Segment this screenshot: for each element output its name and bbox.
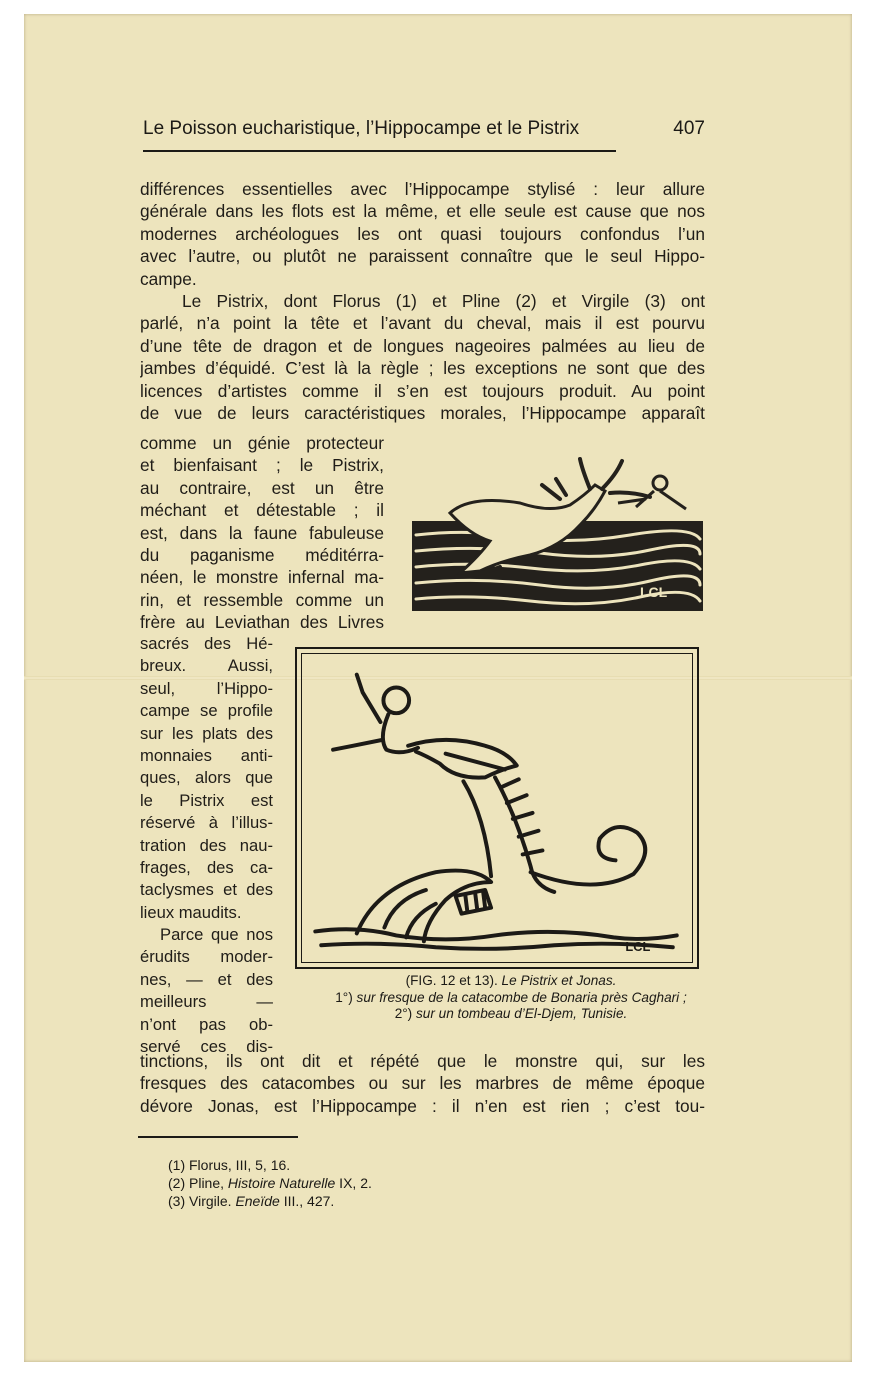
body-bottom <box>140 1050 705 1117</box>
caption-item-text: sur un tombeau d’El-Djem, Tunisie. <box>416 1006 628 1022</box>
figure-caption <box>296 973 726 1023</box>
text-line: fresques des catacombes ou sur les marbres de même époque <box>140 1073 705 1094</box>
text-line: et bienfaisant ; le Pistrix, <box>140 455 384 476</box>
text-line: érudits moder- <box>140 947 273 967</box>
footnote-ref: III., 427. <box>279 1193 335 1209</box>
text-line: licences d’artistes comme il s’en est toujours produit. Au point <box>140 380 705 401</box>
text-line: ques, alors que <box>140 768 273 788</box>
figure-13-monogram: LCL <box>625 939 651 955</box>
caption-item-text: sur fresque de la catacombe de Bonaria près Caghari ; <box>356 989 687 1005</box>
text-line: jambes d’équidé. C’est là la règle ; les exceptions ne sont que des <box>140 358 705 379</box>
text-line: Le Pistrix, dont Florus (1) et Pline (2) et Virgile (3) ont <box>182 290 705 311</box>
caption-figure-number: (FIG. 12 et 13). <box>405 973 498 988</box>
text-line: servé ces dis- <box>140 1037 273 1057</box>
caption-title: Le Pistrix et Jonas. <box>501 973 617 988</box>
text-line: dévore Jonas, est l’Hippocampe : il n’en est rien ; c’est tou- <box>140 1095 705 1116</box>
text-line: sur les plats des <box>140 723 273 743</box>
text-line: comme un génie protecteur <box>140 433 384 453</box>
text-line: nes, — et des <box>140 969 273 989</box>
text-line: au contraire, est un être <box>140 477 384 498</box>
text-line: sacrés des Hé- <box>140 634 273 653</box>
body-top <box>140 178 705 424</box>
text-line: breux. Aussi, <box>140 656 273 676</box>
text-line: modernes archéologues les ont quasi toujours confondus l’un <box>140 223 705 244</box>
figure-12-monogram: LCL <box>640 584 668 600</box>
text-line: lieux maudits. <box>140 902 242 922</box>
text-line: tration des nau- <box>140 835 273 855</box>
footnote-ref: IX, 2. <box>335 1175 372 1191</box>
text-line: Parce que nos <box>160 925 273 945</box>
footnote-2 <box>168 1174 372 1192</box>
page-number: 407 <box>673 118 705 139</box>
text-line: frère au Leviathan des Livres <box>140 612 384 633</box>
caption-line <box>296 990 726 1007</box>
caption-line <box>296 973 726 990</box>
footnote-text: (2) Pline, <box>168 1175 228 1191</box>
text-line: est, dans la faune fabuleuse <box>140 522 384 543</box>
header-rule <box>143 150 616 152</box>
text-line: campe se profile <box>140 701 273 721</box>
text-line: méchant et détestable ; il <box>140 500 384 521</box>
text-line: différences essentielles avec l’Hippocampe stylisé : leur allure <box>140 179 705 199</box>
caption-item-number: 1°) <box>335 989 353 1005</box>
text-line: meilleurs — <box>140 992 273 1012</box>
footnote-text: (1) Florus, III, 5, 16. <box>168 1157 291 1173</box>
body-column-narrow <box>140 432 384 634</box>
text-line: réservé à l’illus- <box>140 813 273 833</box>
text-line: parlé, n’a point la tête et l’avant du cheval, mais il est pourvu <box>140 313 705 334</box>
text-line: de vue de leurs caractéristiques morales, l’Hippocampe apparaît <box>140 402 705 423</box>
running-title: Le Poisson eucharistique, l’Hippocampe et le Pistrix <box>143 118 580 139</box>
footnote-3 <box>168 1192 372 1210</box>
figure-13-woodcut <box>297 649 697 967</box>
body-column-narrowest <box>140 633 273 1058</box>
text-line: campe. <box>140 268 197 289</box>
text-line: néen, le monstre infernal ma- <box>140 567 384 588</box>
text-line: rin, et ressemble comme un <box>140 589 384 610</box>
footnotes <box>168 1156 372 1210</box>
figure-13-frame <box>295 647 699 969</box>
text-line: le Pistrix est <box>140 790 273 810</box>
footnote-text: (3) Virgile. <box>168 1193 236 1209</box>
text-line: d’une tête de dragon et de longues nageoires palmées au lieu de <box>140 335 705 356</box>
footnote-1 <box>168 1156 372 1174</box>
text-line: taclysmes et des <box>140 880 273 900</box>
text-line: frages, des ca- <box>140 857 273 877</box>
text-line: monnaies anti- <box>140 745 273 765</box>
caption-line <box>296 1006 726 1023</box>
footnote-title: Eneïde <box>235 1193 280 1209</box>
caption-item-number: 2°) <box>394 1006 413 1022</box>
text-line: générale dans les flots est la même, et elle seule est cause que nos <box>140 201 705 222</box>
footnote-title: Histoire Naturelle <box>227 1175 336 1191</box>
text-line: n’ont pas ob- <box>140 1014 273 1034</box>
text-line: du paganisme méditérra- <box>140 544 384 565</box>
text-line: avec l’autre, ou plutôt ne paraissent connaître que le seul Hippo- <box>140 246 705 267</box>
text-line: tinctions, ils ont dit et répété que le monstre qui, sur les <box>140 1051 705 1071</box>
text-line: seul, l’Hippo- <box>140 678 273 698</box>
figure-12-woodcut <box>410 455 705 613</box>
footnote-rule <box>138 1136 298 1138</box>
